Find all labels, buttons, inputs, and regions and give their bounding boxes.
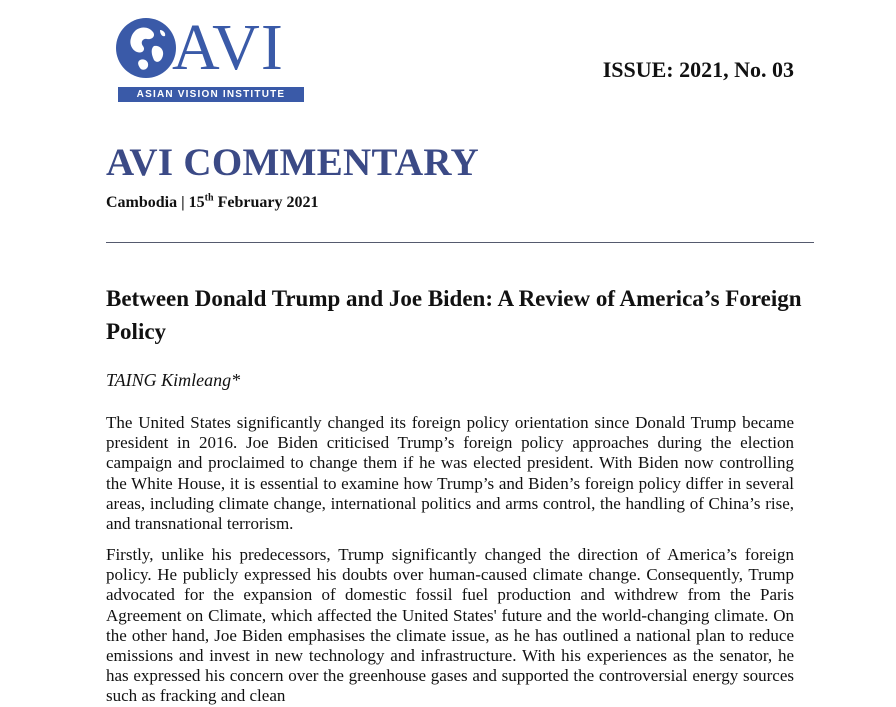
- paragraph-2: Firstly, unlike his predecessors, Trump significantly changed the direction of America’s foreign policy. He publicly expressed his doubts over human-caused climate change. Consequently, Trump advocated for the expansion of domestic fossil fuel production and withdrew from the Paris Agreement on Climate, which affected the United States' future and the world-changing climate. On the other hand, Joe Biden emphasises the climate issue, as he has outlined a national plan to reduce emissions and invest in new technology and infrastructure. With his experiences as the senator, he has expressed his concern over the greenhouse gases and supported the controversial energy sources such as fracking and clean: [106, 545, 794, 706]
- issue-number: ISSUE: 2021, No. 03: [602, 57, 794, 82]
- globe-icon: [116, 18, 176, 78]
- header-divider: [106, 242, 814, 243]
- date-month-year: February 2021: [213, 194, 319, 211]
- article-title: Between Donald Trump and Joe Biden: A Review of America’s Foreign Policy: [106, 286, 802, 344]
- logo-org-name: ASIAN VISION INSTITUTE: [118, 87, 304, 102]
- paragraph-1: The United States significantly changed its foreign policy orientation since Donald Trump became president in 2016. Joe Biden criticised Trump’s foreign policy approaches during the election campaign and proclaimed to change them if he was elected president. With Biden now controlling the White House, it is essential to examine how Trump’s and Biden’s foreign policy differ in several areas, including climate change, international politics and arms control, the handling of China’s rise, and transnational terrorism.: [106, 413, 794, 534]
- location-date-main: Cambodia | 15: [106, 194, 205, 211]
- date-ordinal-suffix: th: [204, 192, 214, 204]
- series-title: AVI COMMENTARY: [106, 141, 479, 184]
- location-date: [106, 194, 318, 212]
- avi-logo: [116, 11, 308, 104]
- article-author: TAING Kimleang*: [106, 370, 241, 390]
- logo-wordmark: AVI: [172, 11, 284, 84]
